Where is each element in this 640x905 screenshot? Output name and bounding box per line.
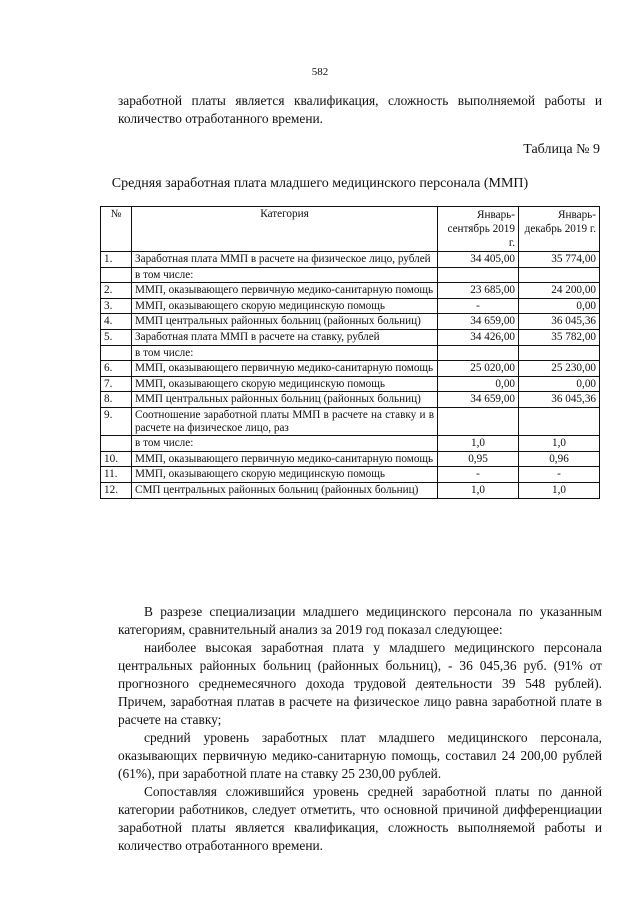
row-value-period1: 1,0: [438, 482, 519, 498]
row-category: СМП центральных районных больниц (районных больниц): [132, 482, 438, 498]
row-category: ММП, оказывающего скорую медицинскую помощь: [132, 376, 438, 392]
row-value-period2: [519, 345, 600, 361]
row-value-period1: [438, 407, 519, 435]
row-value-period2: 25 230,00: [519, 361, 600, 377]
row-number: 8.: [101, 392, 132, 408]
row-value-period2: 1,0: [519, 436, 600, 452]
row-value-period2: [519, 407, 600, 435]
row-value-period2: 35 774,00: [519, 252, 600, 268]
row-value-period2: 36 045,36: [519, 392, 600, 408]
row-number: 6.: [101, 361, 132, 377]
row-category: Заработная плата ММП в расчете на ставку, рублей: [132, 329, 438, 345]
row-number: 2.: [101, 283, 132, 299]
row-value-period2: 0,96: [519, 451, 600, 467]
row-category: ММП, оказывающего скорую медицинскую помощь: [132, 298, 438, 314]
row-category: в том числе:: [132, 436, 438, 452]
table-number: Таблица № 9: [523, 142, 600, 157]
table-row: [101, 376, 600, 392]
row-value-period2: 1,0: [519, 482, 600, 498]
header-no: №: [101, 207, 132, 252]
table-header-row: [101, 207, 600, 252]
row-category: ММП центральных районных больниц (районных больниц): [132, 392, 438, 408]
row-value-period1: 1,0: [438, 436, 519, 452]
row-value-period2: [519, 267, 600, 283]
table-row: [101, 436, 600, 452]
row-value-period1: 25 020,00: [438, 361, 519, 377]
page-number: 582: [311, 66, 329, 78]
row-category: ММП центральных районных больниц (районных больниц): [132, 314, 438, 330]
header-period1: Январь-сентябрь 2019 г.: [438, 207, 519, 252]
table-row: [101, 314, 600, 330]
table-row: [101, 283, 600, 299]
row-value-period1: 0,95: [438, 451, 519, 467]
row-number: 4.: [101, 314, 132, 330]
row-number: [101, 267, 132, 283]
row-number: [101, 436, 132, 452]
table-row: [101, 467, 600, 483]
row-category: в том числе:: [132, 267, 438, 283]
table-row: [101, 451, 600, 467]
row-number: 7.: [101, 376, 132, 392]
table-row: [101, 345, 600, 361]
row-category: ММП, оказывающего первичную медико-санитарную помощь: [132, 361, 438, 377]
row-value-period1: 34 659,00: [438, 314, 519, 330]
row-number: 3.: [101, 298, 132, 314]
row-number: 9.: [101, 407, 132, 435]
table-body: [101, 252, 600, 499]
analysis-text: [118, 603, 602, 855]
row-value-period1: [438, 345, 519, 361]
row-value-period2: 35 782,00: [519, 329, 600, 345]
analysis-paragraph: Сопоставляя сложившийся уровень средней заработной платы по данной категории работников, следует отметить, что основной причиной дифференциации заработной платы является квалификация, сложность выполняемой работы и количество отработанного времени.: [118, 784, 602, 853]
row-category: ММП, оказывающего первичную медико-санитарную помощь: [132, 283, 438, 299]
table-row: [101, 482, 600, 498]
row-value-period1: [438, 267, 519, 283]
row-value-period1: 0,00: [438, 376, 519, 392]
row-number: 5.: [101, 329, 132, 345]
table-row: [101, 329, 600, 345]
row-value-period1: -: [438, 298, 519, 314]
row-value-period2: 0,00: [519, 376, 600, 392]
row-value-period2: 24 200,00: [519, 283, 600, 299]
row-category: Заработная плата ММП в расчете на физическое лицо, рублей: [132, 252, 438, 268]
row-number: 12.: [101, 482, 132, 498]
table-row: [101, 392, 600, 408]
table-caption: Средняя заработная плата младшего медицинского персонала (ММП): [111, 176, 529, 191]
row-category: в том числе:: [132, 345, 438, 361]
intro-paragraph: заработной платы является квалификация, сложность выполняемой работы и количество отработанного времени.: [118, 93, 602, 126]
row-number: 1.: [101, 252, 132, 268]
row-value-period2: 36 045,36: [519, 314, 600, 330]
row-value-period2: 0,00: [519, 298, 600, 314]
row-value-period1: 23 685,00: [438, 283, 519, 299]
row-number: 11.: [101, 467, 132, 483]
header-category: Категория: [132, 207, 438, 252]
row-value-period1: 34 405,00: [438, 252, 519, 268]
salary-table: [100, 206, 600, 499]
row-number: [101, 345, 132, 361]
analysis-paragraph: средний уровень заработных плат младшего медицинского персонала, оказывающих первичную медико-санитарную помощь, составил 24 200,00 рублей (61%), при заработной плате на ставку 25 230,00 рублей.: [118, 730, 602, 781]
row-value-period1: -: [438, 467, 519, 483]
table-row: [101, 407, 600, 435]
row-value-period1: 34 426,00: [438, 329, 519, 345]
row-number: 10.: [101, 451, 132, 467]
analysis-paragraph: наиболее высокая заработная плата у младшего медицинского персонала центральных районных больниц (районных больниц), - 36 045,36 руб. (91% от прогнозного среднемесячного дохода трудовой деятельности 39 548 рублей). Причем, заработная платав в расчете на физическое лицо равна заработной плате в расчете на ставку;: [118, 640, 602, 727]
row-category: Соотношение заработной платы ММП в расчете на ставку и в расчете на физическое лицо, раз: [132, 407, 438, 435]
table-row: [101, 252, 600, 268]
row-value-period1: 34 659,00: [438, 392, 519, 408]
row-category: ММП, оказывающего скорую медицинскую помощь: [132, 467, 438, 483]
row-value-period2: -: [519, 467, 600, 483]
analysis-paragraph: В разрезе специализации младшего медицинского персонала по указанным категориям, сравнительный анализ за 2019 год показал следующее:: [118, 604, 602, 637]
header-period2: Январь-декабрь 2019 г.: [519, 207, 600, 252]
table-row: [101, 298, 600, 314]
table-row: [101, 267, 600, 283]
row-category: ММП, оказывающего первичную медико-санитарную помощь: [132, 451, 438, 467]
table-row: [101, 361, 600, 377]
